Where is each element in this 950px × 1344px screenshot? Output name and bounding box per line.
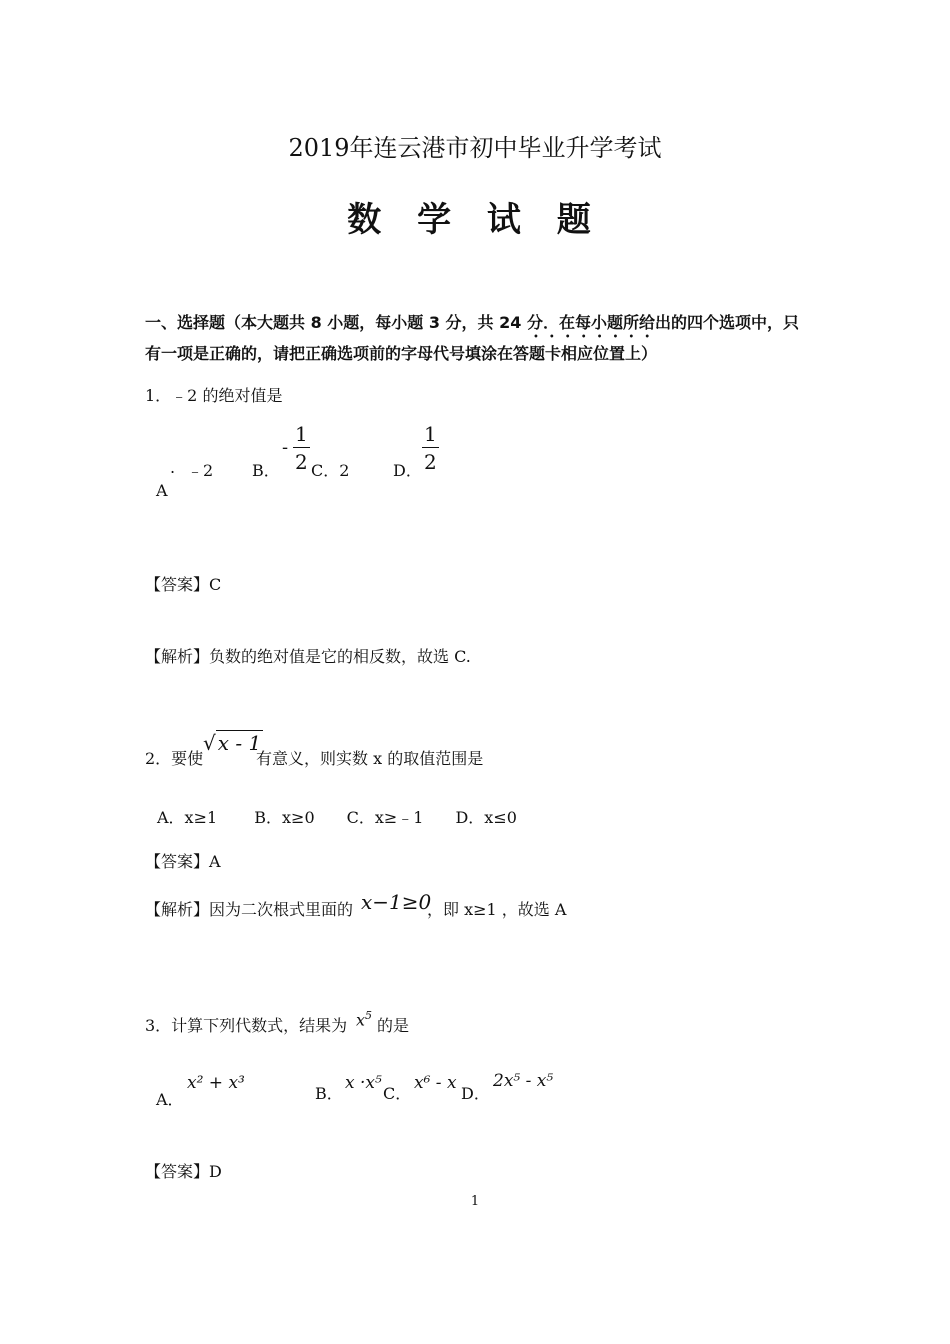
q3-stem-base: x	[356, 1010, 366, 1030]
question-2-stem-prefix: 2．要使	[145, 749, 204, 768]
q3-option-a-expr: x² + x³	[187, 1073, 245, 1093]
q2-answer: 【答案】A	[145, 852, 221, 871]
q3-answer: 【答案】D	[145, 1162, 222, 1181]
fraction-numerator: 1	[295, 422, 308, 446]
q1-analysis: 【解析】负数的绝对值是它的相反数，故选 C.	[145, 647, 471, 666]
q3-option-c-expr: x⁶ - x	[414, 1073, 457, 1093]
section-heading-line1: 一、选择题（本大题共 8 小题，每小题 3 分，共 24 分．在每小题所给出的四个选项中，只	[145, 313, 799, 332]
exam-title: 2019年连云港市初中毕业升学考试	[288, 134, 662, 162]
q3-option-d-label: D．	[461, 1084, 490, 1103]
q1-option-a-letter: A	[156, 481, 168, 500]
q2-radicand: x - 1	[217, 731, 262, 755]
q2-analysis-prefix: 【解析】因为二次根式里面的	[145, 900, 354, 919]
q2-analysis-math: x−1≥0	[361, 890, 432, 914]
q1-option-a-value: ﹣2	[187, 461, 214, 480]
q1-option-b-label: B．	[252, 461, 280, 480]
q1-option-d-label: D．	[393, 461, 422, 480]
q1-option-b-minus: -	[282, 437, 289, 458]
q1-option-a-dot: .	[170, 458, 176, 477]
q3-option-d-expr: 2x⁵ - x⁵	[493, 1071, 554, 1091]
section-heading-line2: 有一项是正确的，请把正确选项前的字母代号填涂在答题卡相应位置上）	[145, 344, 658, 363]
q3-option-a-label: A．	[156, 1090, 184, 1109]
q3-stem-exponent: 5	[365, 1009, 373, 1022]
q3-stem-power	[356, 1009, 372, 1029]
question-3-stem-suffix: 的是	[377, 1016, 410, 1035]
q3-option-b-expr: x ·x⁵	[345, 1073, 382, 1093]
question-3-stem-prefix: 3．计算下列代数式，结果为	[145, 1016, 348, 1035]
fraction-denominator: 2	[424, 450, 437, 474]
q2-sqrt-expression: √ x - 1	[203, 731, 262, 755]
fraction-denominator: 2	[295, 450, 308, 474]
q3-option-b-label: B．	[315, 1084, 343, 1103]
q1-option-b-fraction	[293, 424, 310, 472]
q2-options: A．x≥1 B．x≥0 C．x≥﹣1 D．x≤0	[157, 808, 517, 827]
q1-option-c: C．2	[311, 461, 350, 480]
question-1-stem: 1．﹣2 的绝对值是	[145, 386, 283, 405]
emphasis-dots: ••••••••	[533, 332, 661, 343]
q2-analysis-suffix: ，即 x≥1 ，故选 A	[427, 900, 567, 919]
question-2-stem-suffix: 有意义，则实数 x 的取值范围是	[256, 749, 484, 768]
page-number: 1	[470, 1194, 480, 1209]
q3-option-c-label: C．	[383, 1084, 412, 1103]
exam-subtitle: 数 学 试 题	[347, 200, 603, 240]
fraction-numerator: 1	[424, 422, 437, 446]
q1-option-d-fraction	[422, 424, 439, 472]
q1-answer: 【答案】C	[145, 575, 222, 594]
